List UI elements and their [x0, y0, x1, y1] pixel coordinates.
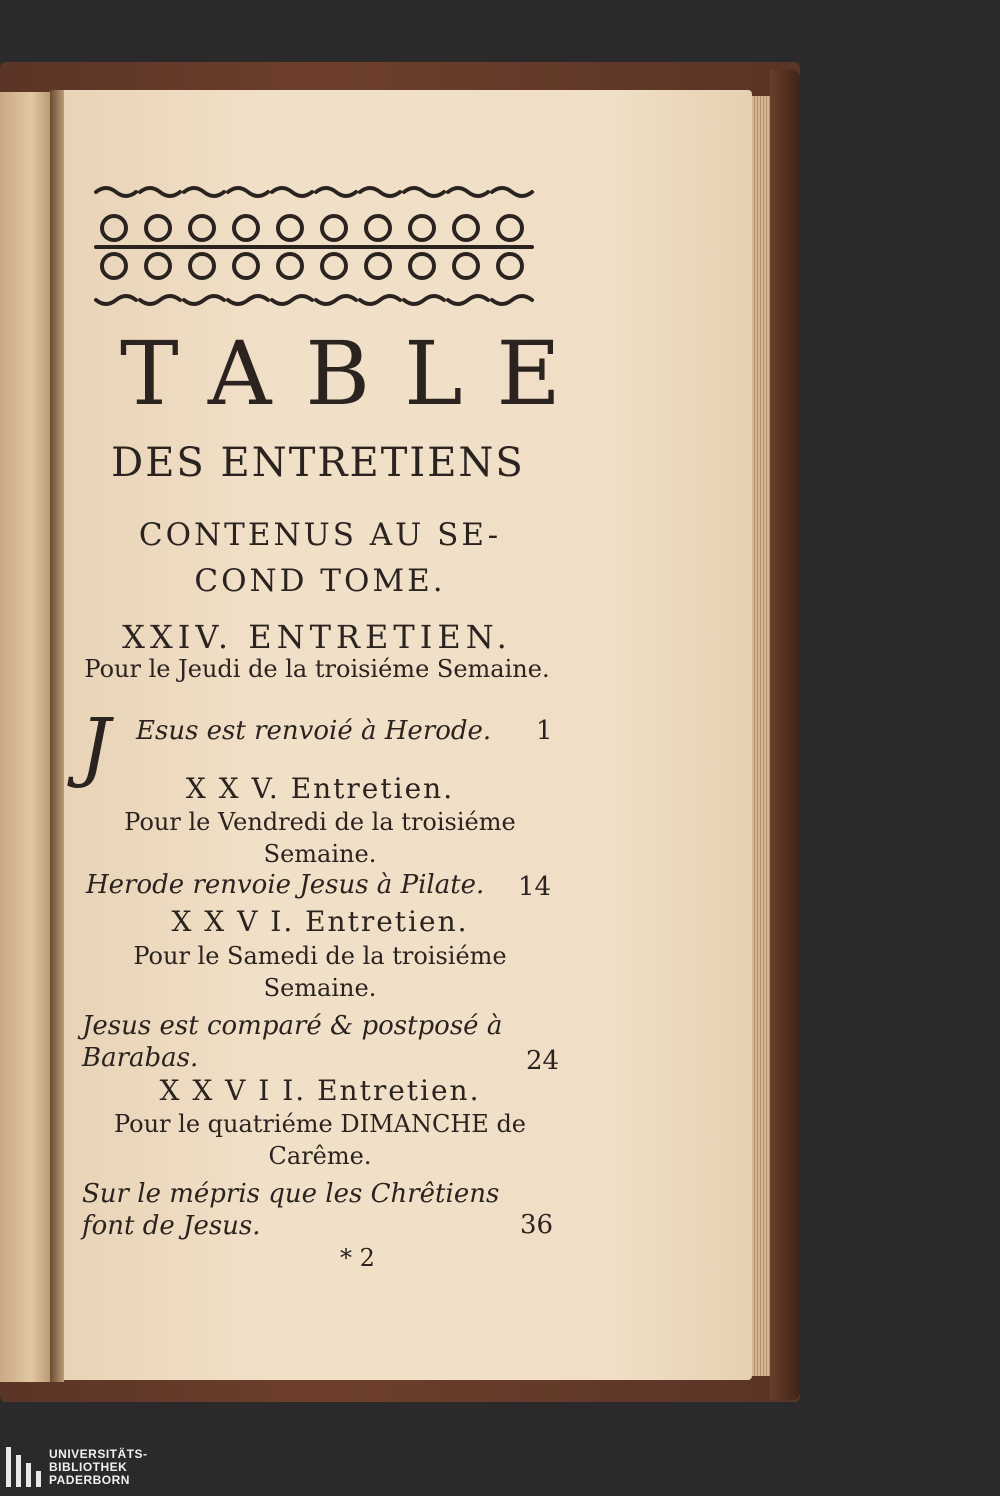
entry-heading: X X V. Entretien.	[185, 772, 455, 805]
drop-cap: J	[80, 701, 111, 790]
page-title: TABLE	[120, 322, 595, 425]
entry-text: Esus est renvoié à Herode.	[136, 716, 492, 746]
logo-bars-icon	[6, 1447, 41, 1487]
library-logo	[6, 1444, 148, 1490]
entry-heading: X X V I. Entretien.	[171, 905, 469, 938]
book-spine-edge	[770, 70, 800, 1400]
logo-line: PADERBORN	[49, 1472, 130, 1487]
entry-text: Herode renvoie Jesus à Pilate.	[86, 870, 485, 900]
page-edges	[752, 96, 770, 1376]
entry-heading: XXIV. ENTRETIEN.	[122, 618, 512, 656]
gutter-shadow	[50, 90, 64, 1382]
page-number: 14	[518, 872, 552, 902]
entry-text: Sur le mépris que les Chrêtiens font de Jesus.	[82, 1179, 500, 1241]
entry-text: Jesus est comparé & postposé à Barabas.	[82, 1011, 503, 1073]
ornament-band-icon	[92, 182, 538, 310]
page-number: 24	[526, 1046, 560, 1076]
entry-subheading: Pour le Vendredi de la troisiéme Semaine.	[124, 808, 516, 868]
page-subtitle: DES ENTRETIENS	[111, 440, 525, 486]
logo-line: BIBLIOTHEK	[49, 1459, 128, 1474]
entry-subheading: Pour le Jeudi de la troisiéme Semaine.	[84, 655, 550, 683]
facing-page	[0, 92, 52, 1382]
logo-text	[49, 1448, 148, 1487]
entry-subheading: Pour le Samedi de la troisiéme Semaine.	[133, 942, 507, 1002]
entry-subheading: Pour le quatriéme DIMANCHE de Carême.	[113, 1110, 527, 1170]
page-number: 1	[536, 716, 553, 746]
page-number: 36	[520, 1210, 554, 1240]
page-subtitle-2: CONTENUS AU SE- COND TOME.	[138, 517, 502, 599]
entry-heading: X X V I I. Entretien.	[159, 1074, 481, 1107]
logo-line: UNIVERSITÄTS-	[49, 1446, 148, 1461]
signature-mark: * 2	[340, 1244, 375, 1272]
